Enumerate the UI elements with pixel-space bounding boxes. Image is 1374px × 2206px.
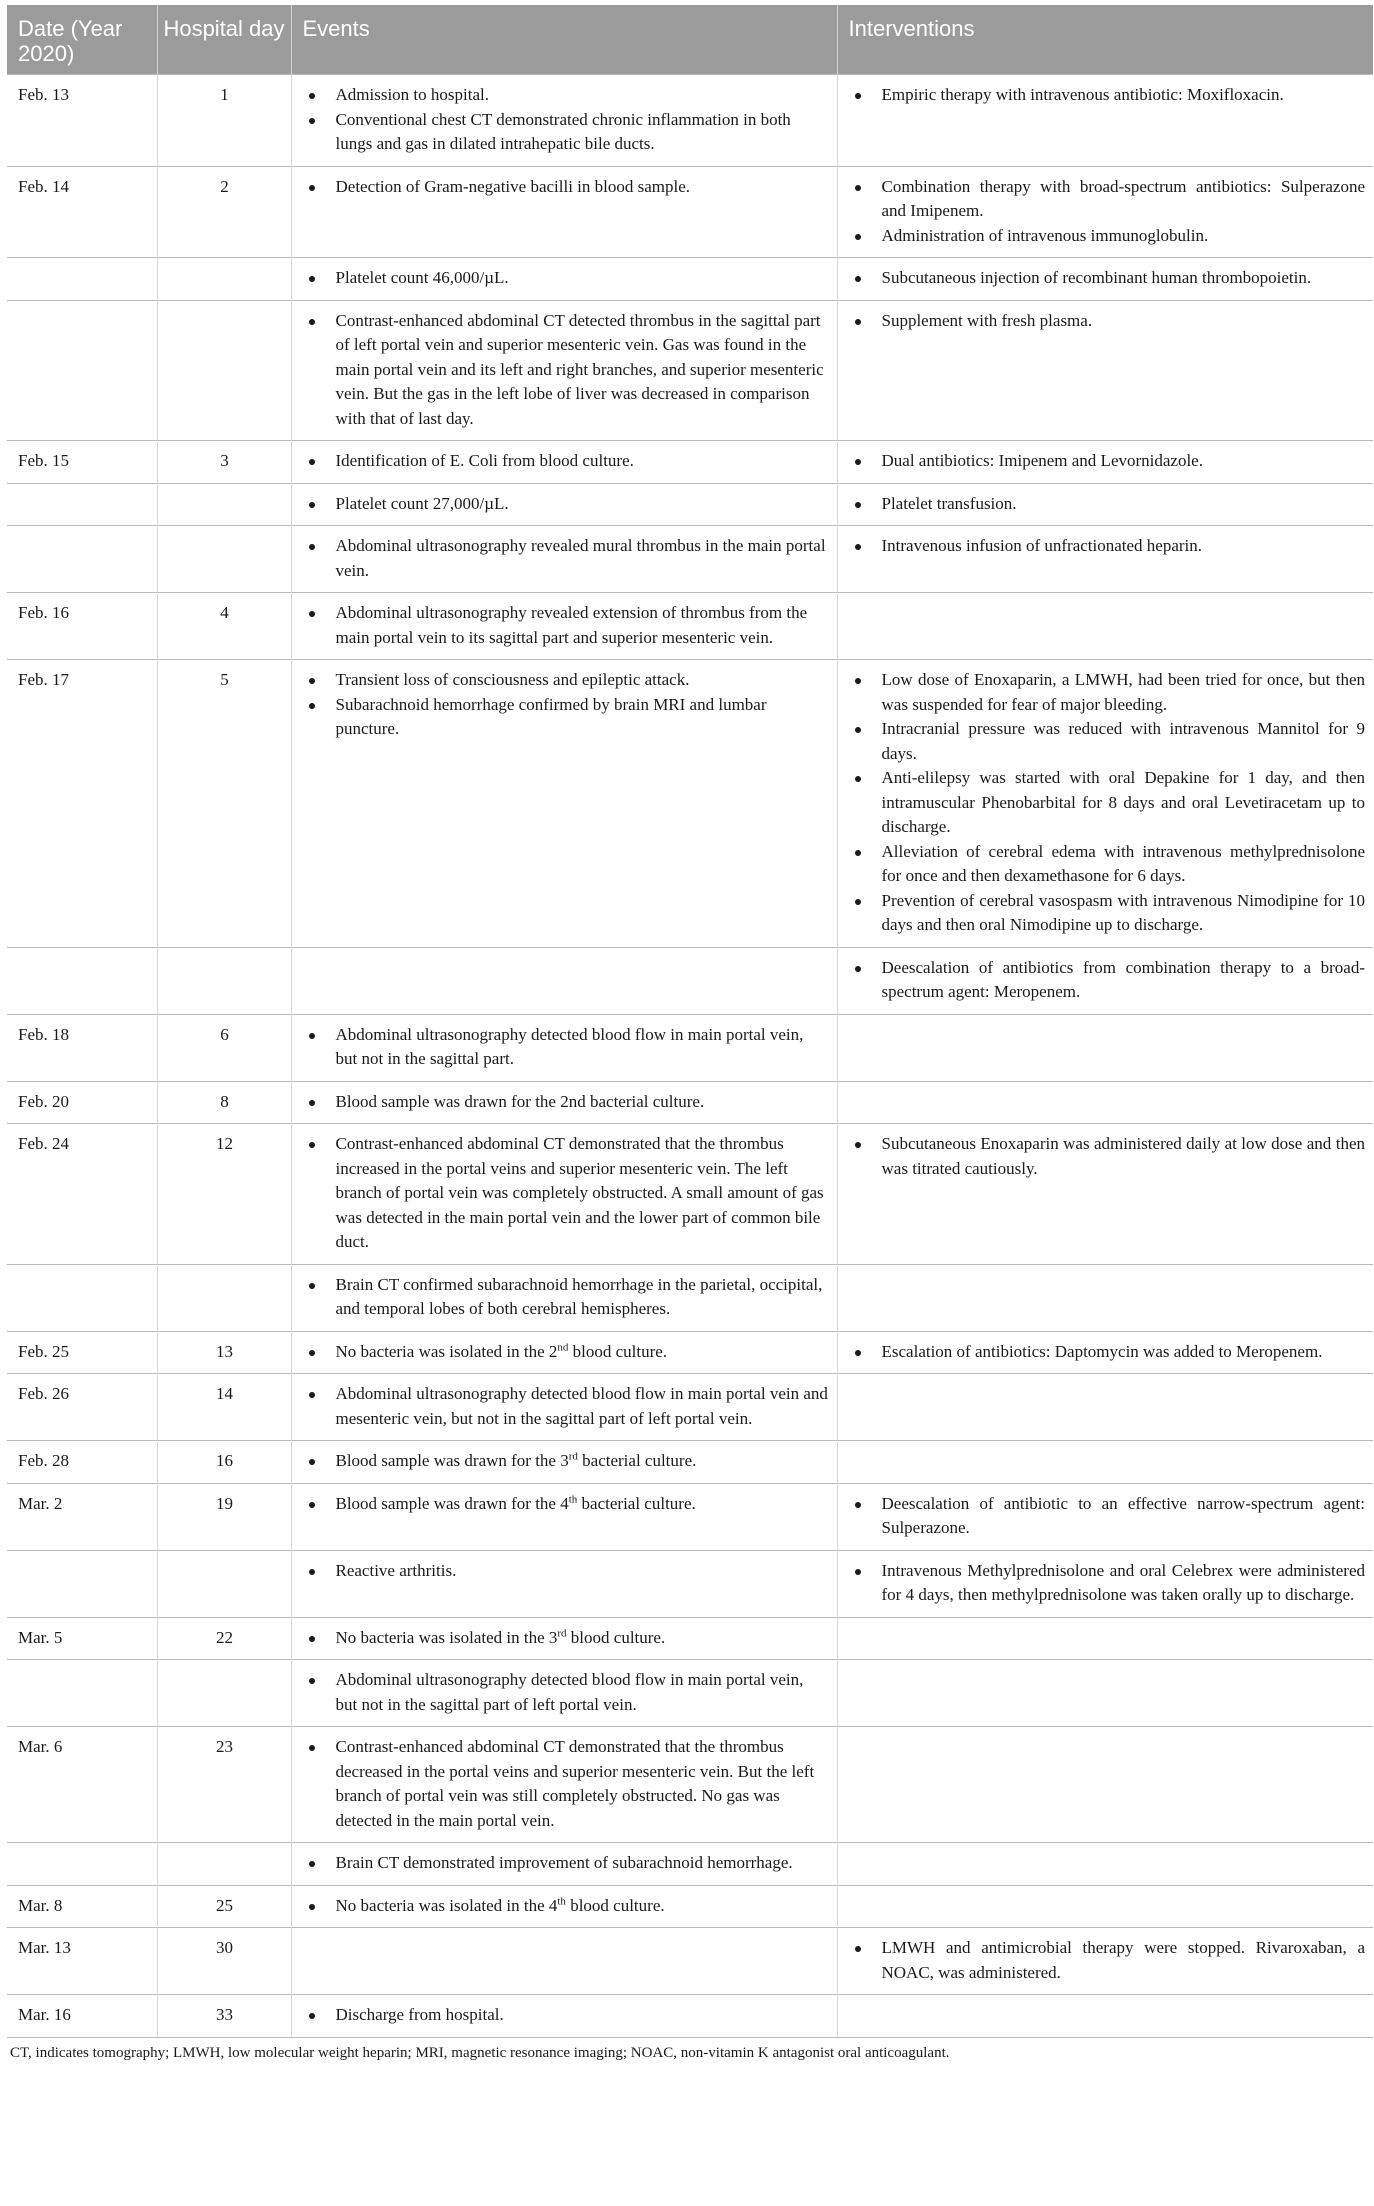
- event-item: No bacteria was isolated in the 2nd blood culture.: [306, 1340, 829, 1365]
- events-list: [306, 492, 829, 517]
- cell-hospital-day: [157, 1550, 291, 1617]
- table-row: [7, 1441, 1373, 1484]
- cell-events: [291, 441, 837, 484]
- interventions-list: [852, 266, 1366, 291]
- cell-events: [291, 1617, 837, 1660]
- cell-date: Mar. 2: [7, 1483, 157, 1550]
- interventions-list: [852, 1340, 1366, 1365]
- interventions-list: [852, 83, 1366, 108]
- table-row: [7, 258, 1373, 301]
- header-interventions: Interventions: [837, 5, 1373, 75]
- cell-interventions: [837, 1441, 1373, 1484]
- cell-date: [7, 1550, 157, 1617]
- cell-hospital-day: 3: [157, 441, 291, 484]
- cell-hospital-day: [157, 1264, 291, 1331]
- cell-hospital-day: 6: [157, 1014, 291, 1081]
- intervention-item: Administration of intravenous immunoglobulin.: [852, 224, 1366, 249]
- intervention-item: Intracranial pressure was reduced with intravenous Mannitol for 9 days.: [852, 717, 1366, 766]
- cell-date: Feb. 14: [7, 166, 157, 258]
- cell-events: [291, 1885, 837, 1928]
- event-item: Blood sample was drawn for the 3rd bacterial culture.: [306, 1449, 829, 1474]
- cell-hospital-day: 2: [157, 166, 291, 258]
- header-events: Events: [291, 5, 837, 75]
- cell-events: [291, 1124, 837, 1265]
- intervention-item: Prevention of cerebral vasospasm with intravenous Nimodipine for 10 days and then oral Nimodipine up to discharge.: [852, 889, 1366, 938]
- table-row: [7, 526, 1373, 593]
- cell-events: [291, 258, 837, 301]
- table-row: [7, 1081, 1373, 1124]
- table-row: [7, 300, 1373, 441]
- cell-interventions: [837, 526, 1373, 593]
- event-item: Admission to hospital.: [306, 83, 829, 108]
- intervention-item: Alleviation of cerebral edema with intravenous methylprednisolone for once and then dexamethasone for 6 days.: [852, 840, 1366, 889]
- cell-date: [7, 258, 157, 301]
- event-item: Abdominal ultrasonography revealed extension of thrombus from the main portal vein to its sagittal part and superior mesenteric vein.: [306, 601, 829, 650]
- events-list: [306, 1626, 829, 1651]
- intervention-item: Platelet transfusion.: [852, 492, 1366, 517]
- cell-events: [291, 300, 837, 441]
- table-row: [7, 1550, 1373, 1617]
- cell-hospital-day: 30: [157, 1928, 291, 1995]
- cell-hospital-day: 12: [157, 1124, 291, 1265]
- table-row: [7, 947, 1373, 1014]
- table-row: [7, 1885, 1373, 1928]
- cell-interventions: [837, 483, 1373, 526]
- intervention-item: LMWH and antimicrobial therapy were stopped. Rivaroxaban, a NOAC, was administered.: [852, 1936, 1366, 1985]
- cell-interventions: [837, 258, 1373, 301]
- cell-hospital-day: 4: [157, 593, 291, 660]
- cell-date: Feb. 18: [7, 1014, 157, 1081]
- event-item: Brain CT demonstrated improvement of subarachnoid hemorrhage.: [306, 1851, 829, 1876]
- event-item: No bacteria was isolated in the 4th blood culture.: [306, 1894, 829, 1919]
- cell-date: [7, 947, 157, 1014]
- table-row: [7, 1660, 1373, 1727]
- cell-hospital-day: 22: [157, 1617, 291, 1660]
- events-list: [306, 1894, 829, 1919]
- cell-hospital-day: [157, 300, 291, 441]
- cell-hospital-day: 5: [157, 660, 291, 948]
- intervention-item: Combination therapy with broad-spectrum antibiotics: Sulperazone and Imipenem.: [852, 175, 1366, 224]
- cell-events: [291, 1660, 837, 1727]
- intervention-item: Escalation of antibiotics: Daptomycin was added to Meropenem.: [852, 1340, 1366, 1365]
- events-list: [306, 601, 829, 650]
- interventions-list: [852, 1559, 1366, 1608]
- table-row: [7, 1928, 1373, 1995]
- intervention-item: Intravenous Methylprednisolone and oral Celebrex were administered for 4 days, then methylprednisolone was taken orally up to discharge.: [852, 1559, 1366, 1608]
- table-row: [7, 1843, 1373, 1886]
- cell-date: [7, 483, 157, 526]
- event-item: Abdominal ultrasonography detected blood flow in main portal vein, but not in the sagittal part of left portal vein.: [306, 1668, 829, 1717]
- cell-events: [291, 1264, 837, 1331]
- cell-interventions: [837, 1660, 1373, 1727]
- table-row: [7, 1727, 1373, 1843]
- cell-events: [291, 166, 837, 258]
- cell-interventions: [837, 1374, 1373, 1441]
- events-list: [306, 1449, 829, 1474]
- cell-events: [291, 1014, 837, 1081]
- table-row: [7, 1995, 1373, 2038]
- cell-interventions: [837, 660, 1373, 948]
- cell-hospital-day: [157, 526, 291, 593]
- header-hospital-day: Hospital day: [157, 5, 291, 75]
- cell-events: [291, 1995, 837, 2038]
- events-list: [306, 1132, 829, 1255]
- events-list: [306, 534, 829, 583]
- intervention-item: Intravenous infusion of unfractionated heparin.: [852, 534, 1366, 559]
- cell-date: [7, 1264, 157, 1331]
- cell-events: [291, 1081, 837, 1124]
- event-item: Contrast-enhanced abdominal CT demonstrated that the thrombus decreased in the portal veins and superior mesenteric vein. But the left branch of portal vein was still completely obstructed. No gas was detected in the main portal vein.: [306, 1735, 829, 1833]
- events-list: [306, 449, 829, 474]
- cell-interventions: [837, 593, 1373, 660]
- intervention-item: Supplement with fresh plasma.: [852, 309, 1366, 334]
- event-item: Platelet count 46,000/µL.: [306, 266, 829, 291]
- cell-interventions: [837, 1014, 1373, 1081]
- table-row: [7, 1264, 1373, 1331]
- events-list: [306, 1851, 829, 1876]
- cell-events: [291, 1550, 837, 1617]
- cell-date: Feb. 20: [7, 1081, 157, 1124]
- cell-events: [291, 1374, 837, 1441]
- cell-events: [291, 1441, 837, 1484]
- cell-events: [291, 593, 837, 660]
- events-list: [306, 83, 829, 157]
- cell-hospital-day: 16: [157, 1441, 291, 1484]
- table-row: [7, 441, 1373, 484]
- interventions-list: [852, 309, 1366, 334]
- cell-interventions: [837, 947, 1373, 1014]
- event-item: Blood sample was drawn for the 2nd bacterial culture.: [306, 1090, 829, 1115]
- table-row: [7, 1014, 1373, 1081]
- header-date: Date (Year 2020): [7, 5, 157, 75]
- cell-hospital-day: 1: [157, 75, 291, 167]
- cell-interventions: [837, 1727, 1373, 1843]
- cell-interventions: [837, 166, 1373, 258]
- events-list: [306, 1668, 829, 1717]
- events-list: [306, 1559, 829, 1584]
- table-row: [7, 1331, 1373, 1374]
- events-list: [306, 668, 829, 742]
- cell-hospital-day: 8: [157, 1081, 291, 1124]
- cell-date: Mar. 6: [7, 1727, 157, 1843]
- table-row: [7, 75, 1373, 167]
- interventions-list: [852, 1936, 1366, 1985]
- cell-events: [291, 75, 837, 167]
- event-item: Identification of E. Coli from blood culture.: [306, 449, 829, 474]
- table-row: [7, 483, 1373, 526]
- events-list: [306, 2003, 829, 2028]
- intervention-item: Empiric therapy with intravenous antibiotic: Moxifloxacin.: [852, 83, 1366, 108]
- cell-events: [291, 1727, 837, 1843]
- cell-date: Feb. 25: [7, 1331, 157, 1374]
- events-list: [306, 1735, 829, 1833]
- table-body: [7, 75, 1373, 2038]
- events-list: [306, 1492, 829, 1517]
- cell-events: [291, 660, 837, 948]
- event-item: Blood sample was drawn for the 4th bacterial culture.: [306, 1492, 829, 1517]
- cell-date: [7, 1660, 157, 1727]
- cell-interventions: [837, 300, 1373, 441]
- event-item: Detection of Gram-negative bacilli in blood sample.: [306, 175, 829, 200]
- event-item: Abdominal ultrasonography detected blood flow in main portal vein, but not in the sagittal part.: [306, 1023, 829, 1072]
- cell-date: Mar. 13: [7, 1928, 157, 1995]
- intervention-item: Deescalation of antibiotics from combination therapy to a broad-spectrum agent: Meropenem.: [852, 956, 1366, 1005]
- cell-interventions: [837, 1885, 1373, 1928]
- event-item: Subarachnoid hemorrhage confirmed by brain MRI and lumbar puncture.: [306, 693, 829, 742]
- intervention-item: Deescalation of antibiotic to an effective narrow-spectrum agent: Sulperazone.: [852, 1492, 1366, 1541]
- event-item: Discharge from hospital.: [306, 2003, 829, 2028]
- intervention-item: Subcutaneous injection of recombinant human thrombopoietin.: [852, 266, 1366, 291]
- event-item: No bacteria was isolated in the 3rd blood culture.: [306, 1626, 829, 1651]
- event-item: Abdominal ultrasonography revealed mural thrombus in the main portal vein.: [306, 534, 829, 583]
- cell-interventions: [837, 1843, 1373, 1886]
- cell-hospital-day: 25: [157, 1885, 291, 1928]
- cell-events: [291, 1483, 837, 1550]
- cell-events: [291, 1843, 837, 1886]
- cell-interventions: [837, 75, 1373, 167]
- events-list: [306, 1382, 829, 1431]
- event-item: Reactive arthritis.: [306, 1559, 829, 1584]
- table-row: [7, 1617, 1373, 1660]
- cell-hospital-day: 13: [157, 1331, 291, 1374]
- cell-hospital-day: [157, 258, 291, 301]
- cell-interventions: [837, 441, 1373, 484]
- cell-date: [7, 1843, 157, 1886]
- cell-date: Feb. 16: [7, 593, 157, 660]
- cell-date: Feb. 13: [7, 75, 157, 167]
- cell-hospital-day: 19: [157, 1483, 291, 1550]
- cell-interventions: [837, 1928, 1373, 1995]
- intervention-item: Low dose of Enoxaparin, a LMWH, had been tried for once, but then was suspended for fear of major bleeding.: [852, 668, 1366, 717]
- cell-interventions: [837, 1550, 1373, 1617]
- intervention-item: Subcutaneous Enoxaparin was administered daily at low dose and then was titrated cautiously.: [852, 1132, 1366, 1181]
- cell-date: Mar. 5: [7, 1617, 157, 1660]
- table-row: [7, 1124, 1373, 1265]
- cell-events: [291, 526, 837, 593]
- cell-hospital-day: [157, 947, 291, 1014]
- clinical-timeline-table: [7, 5, 1373, 2038]
- cell-hospital-day: [157, 483, 291, 526]
- cell-date: Mar. 8: [7, 1885, 157, 1928]
- events-list: [306, 1273, 829, 1322]
- event-item: Brain CT confirmed subarachnoid hemorrhage in the parietal, occipital, and temporal lobes of both cerebral hemispheres.: [306, 1273, 829, 1322]
- interventions-list: [852, 956, 1366, 1005]
- table-footnote: CT, indicates tomography; LMWH, low molecular weight heparin; MRI, magnetic resonance imaging; NOAC, non-vitamin K antagonist oral anticoagulant.: [10, 2044, 950, 2061]
- cell-date: Feb. 26: [7, 1374, 157, 1441]
- table-row: [7, 660, 1373, 948]
- cell-events: [291, 1928, 837, 1995]
- cell-hospital-day: [157, 1843, 291, 1886]
- cell-events: [291, 483, 837, 526]
- event-item: Transient loss of consciousness and epileptic attack.: [306, 668, 829, 693]
- event-item: Abdominal ultrasonography detected blood flow in main portal vein and mesenteric vein, but not in the sagittal part of left portal vein.: [306, 1382, 829, 1431]
- interventions-list: [852, 492, 1366, 517]
- interventions-list: [852, 668, 1366, 938]
- events-list: [306, 175, 829, 200]
- table-row: [7, 593, 1373, 660]
- cell-hospital-day: [157, 1660, 291, 1727]
- table-row: [7, 166, 1373, 258]
- events-list: [306, 1090, 829, 1115]
- cell-events: [291, 1331, 837, 1374]
- cell-interventions: [837, 1483, 1373, 1550]
- cell-interventions: [837, 1617, 1373, 1660]
- event-item: Contrast-enhanced abdominal CT detected thrombus in the sagittal part of left portal vein and superior mesenteric vein. Gas was found in the main portal vein and its left and right branches, and superior mesenteric vein. But the gas in the left lobe of liver was decreased in comparison with that of last day.: [306, 309, 829, 432]
- cell-date: Mar. 16: [7, 1995, 157, 2038]
- cell-interventions: [837, 1331, 1373, 1374]
- table-header: [7, 5, 1373, 75]
- event-item: Conventional chest CT demonstrated chronic inflammation in both lungs and gas in dilated intrahepatic bile ducts.: [306, 108, 829, 157]
- cell-hospital-day: 23: [157, 1727, 291, 1843]
- cell-interventions: [837, 1124, 1373, 1265]
- interventions-list: [852, 175, 1366, 249]
- cell-interventions: [837, 1081, 1373, 1124]
- intervention-item: Anti-elilepsy was started with oral Depakine for 1 day, and then intramuscular Phenobarbital for 8 days and oral Levetiracetam up to discharge.: [852, 766, 1366, 840]
- events-list: [306, 309, 829, 432]
- cell-interventions: [837, 1264, 1373, 1331]
- events-list: [306, 1340, 829, 1365]
- event-item: Contrast-enhanced abdominal CT demonstrated that the thrombus increased in the portal veins and superior mesenteric vein. The left branch of portal vein was completely obstructed. A small amount of gas was detected in the main portal vein and the lower part of common bile duct.: [306, 1132, 829, 1255]
- cell-events: [291, 947, 837, 1014]
- events-list: [306, 1023, 829, 1072]
- cell-date: Feb. 17: [7, 660, 157, 948]
- cell-date: [7, 300, 157, 441]
- cell-date: [7, 526, 157, 593]
- cell-hospital-day: 33: [157, 1995, 291, 2038]
- intervention-item: Dual antibiotics: Imipenem and Levornidazole.: [852, 449, 1366, 474]
- interventions-list: [852, 534, 1366, 559]
- event-item: Platelet count 27,000/µL.: [306, 492, 829, 517]
- cell-date: Feb. 15: [7, 441, 157, 484]
- interventions-list: [852, 1492, 1366, 1541]
- table-row: [7, 1483, 1373, 1550]
- cell-date: Feb. 24: [7, 1124, 157, 1265]
- interventions-list: [852, 1132, 1366, 1181]
- cell-hospital-day: 14: [157, 1374, 291, 1441]
- cell-date: Feb. 28: [7, 1441, 157, 1484]
- interventions-list: [852, 449, 1366, 474]
- table-row: [7, 1374, 1373, 1441]
- events-list: [306, 266, 829, 291]
- cell-interventions: [837, 1995, 1373, 2038]
